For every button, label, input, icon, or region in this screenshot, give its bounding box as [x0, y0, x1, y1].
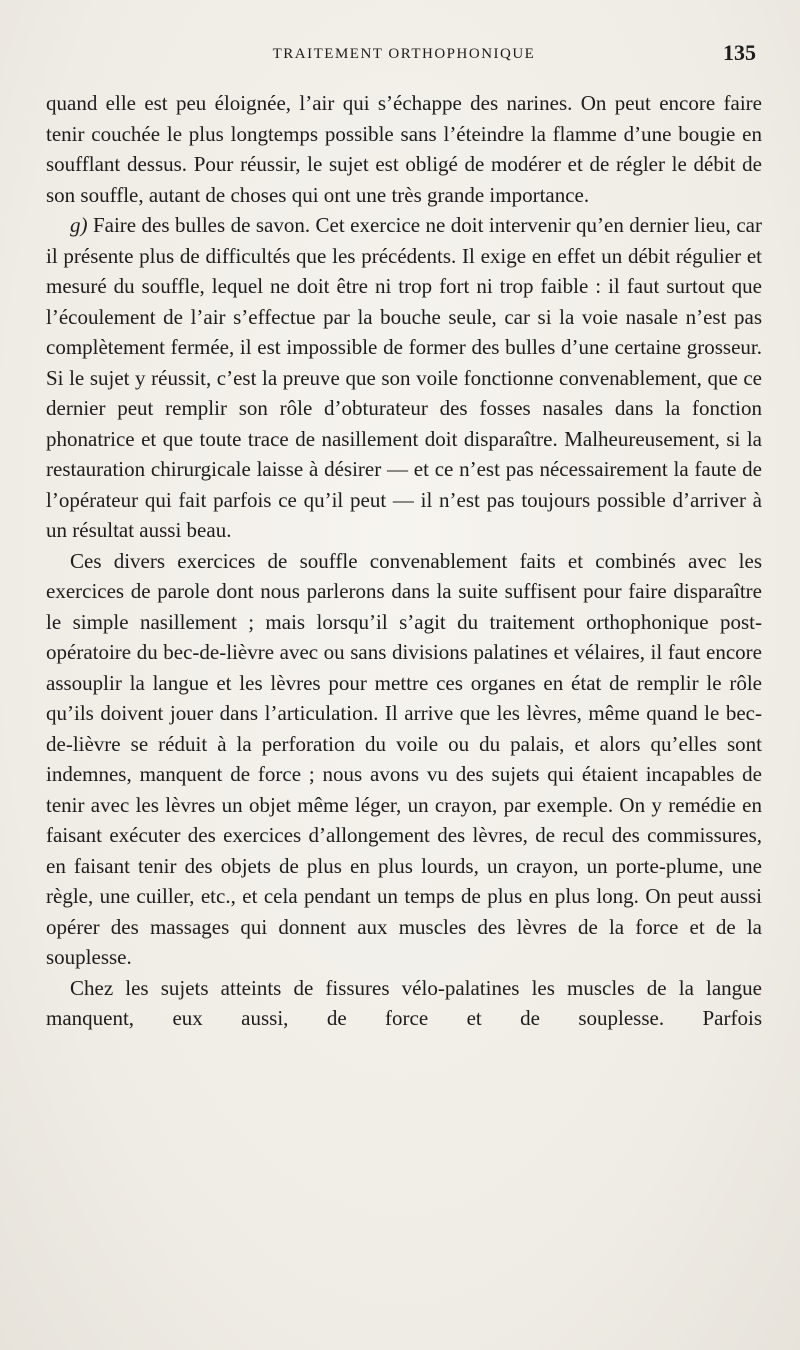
page-header [46, 40, 762, 80]
paragraph-exercise-g [46, 210, 762, 546]
running-head: TRAITEMENT ORTHOPHONIQUE [272, 46, 536, 62]
body-text [46, 88, 762, 1034]
item-label: g) [70, 213, 88, 237]
paragraph-continuation: quand elle est peu éloignée, l’air qui s’échappe des narines. On peut encore faire tenir couchée le plus longtemps possible sans l’éteindre la flamme d’une bougie en soufflant dessus. Pour réussir, le sujet est obligé de modérer et de régler le débit de son souffle, autant de choses qui ont une très grande importance. [46, 91, 762, 207]
paragraph-text: Faire des bulles de savon. Cet exercice ne doit intervenir qu’en dernier lieu, car il présente plus de difficultés que les précédents. Il exige en effet un débit régulier et mesuré du souffle, lequel ne doit être ni trop fort ni trop faible : il faut surtout que l’écoulement de l’air s’effectue par la bouche seule, car si la voie nasale n’est pas complètement fermée, il est impossible de former des bulles d’une certaine grosseur. Si le sujet y réussit, c’est la preuve que son voile fonctionne convenablement, que ce dernier peut remplir son rôle d’obturateur des fosses nasales dans la fonction phonatrice et que toute trace de nasillement doit disparaître. Malheureusement, si la restauration chirurgicale laisse à désirer — et ce n’est pas nécessairement la faute de l’opérateur qui fait parfois ce qu’il peut — il n’est pas toujours possible d’arriver à un résultat aussi beau. [46, 213, 762, 542]
paragraph-exercises: Ces divers exercices de souffle convenablement faits et combinés avec les exercices de parole dont nous parlerons dans la suite suffisent pour faire disparaître le simple nasillement ; mais lorsqu’il s’agit du traitement orthophonique post-opératoire du bec-de-lièvre avec ou sans divisions palatines et vélaires, il faut encore assouplir la langue et les lèvres pour mettre ces organes en état de remplir le rôle qu’ils doivent jouer dans l’articulation. Il arrive que les lèvres, même quand le bec-de-lièvre se réduit à la perforation du voile ou du palais, et alors qu’elles sont indemnes, manquent de force ; nous avons vu des sujets qui étaient incapables de tenir avec les lèvres un objet même léger, un crayon, par exemple. On y remédie en faisant exécuter des exercices d’allongement des lèvres, de recul des commissures, en faisant tenir des objets de plus en plus lourds, un crayon, un porte-plume, une règle, une cuiller, etc., et cela pendant un temps de plus en plus long. On peut aussi opérer des massages qui donnent aux muscles des lèvres de la force et de la souplesse. [46, 548, 762, 969]
paragraph-velo-palatine: Chez les sujets atteints de fissures vélo-palatines les muscles de la langue manquent, eux aussi, de force et de souplesse. Parfois [46, 975, 762, 1030]
page-number: 135 [723, 40, 756, 65]
